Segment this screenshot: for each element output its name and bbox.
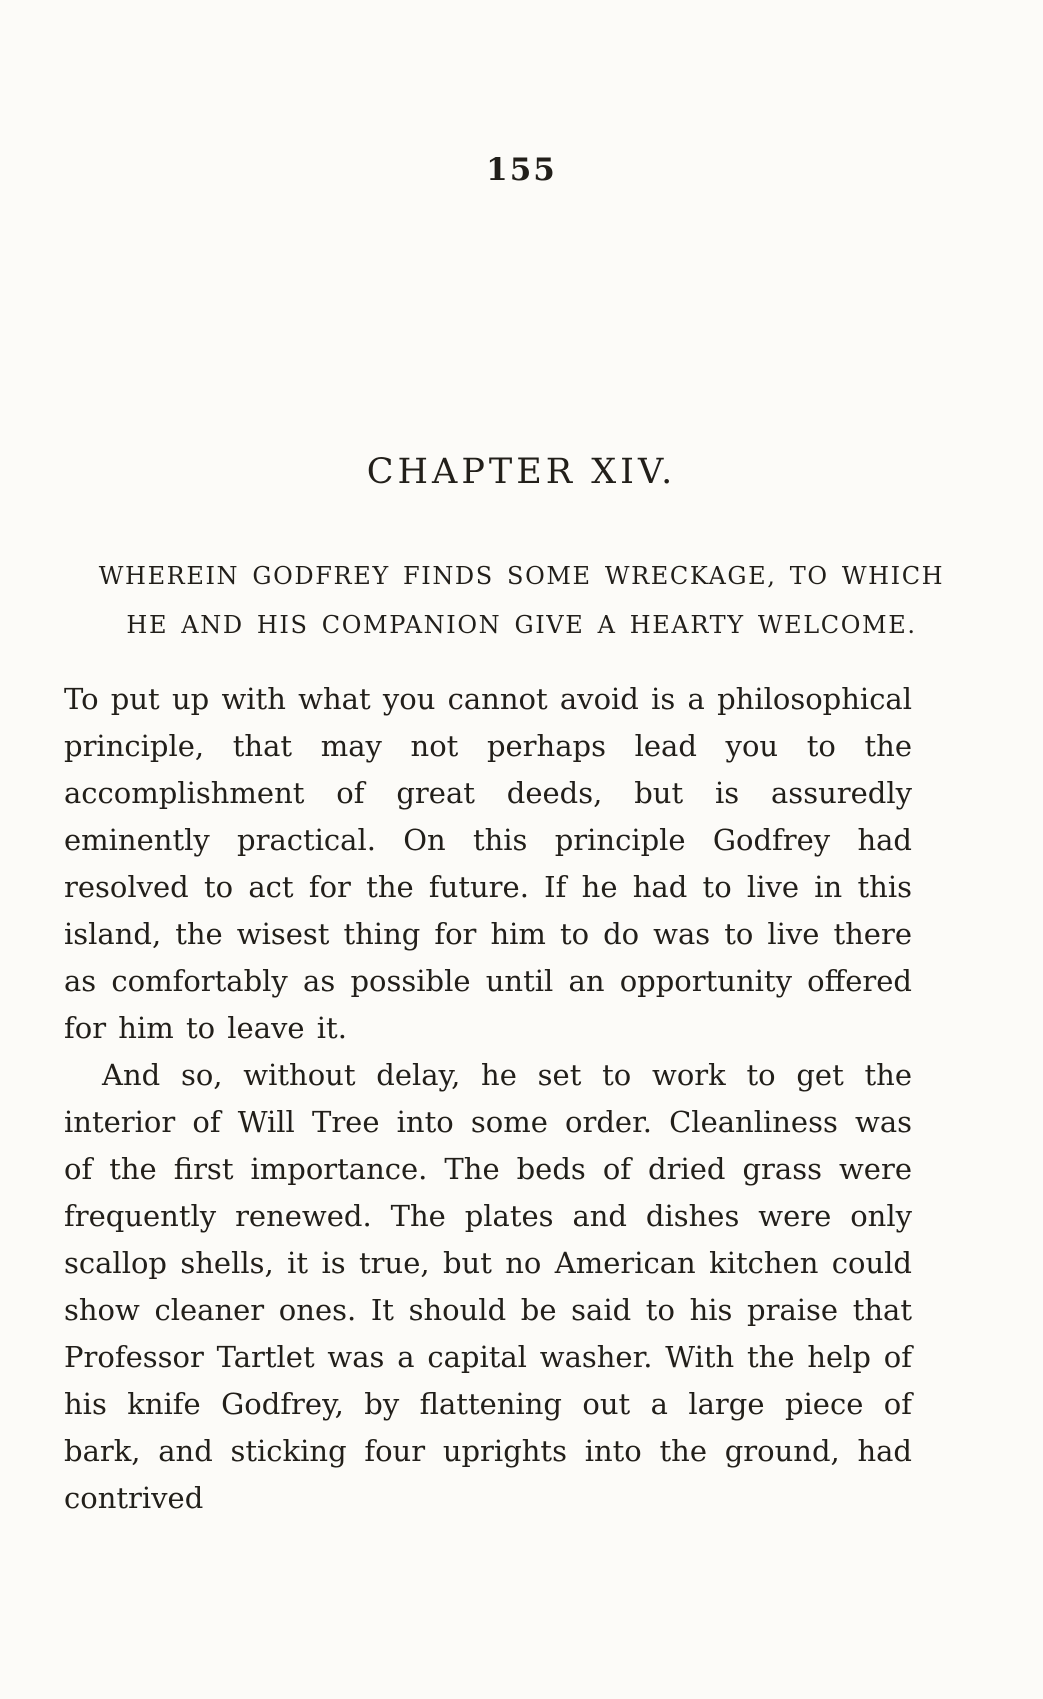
chapter-heading: CHAPTER XIV. xyxy=(366,452,677,492)
body-text xyxy=(64,676,912,1522)
chapter-subtitle xyxy=(0,552,1043,650)
chapter-subtitle-line-2: HE AND HIS COMPANION GIVE A HEARTY WELCOME. xyxy=(126,611,917,639)
paragraph-2: And so, without delay, he set to work to get the interior of Will Tree into some order. Cleanliness was of the first importance. The beds of dried grass were frequently renewed. The plates and dishes were only scallop shells, it is true, but no American kitchen could show cleaner ones. It should be said to his praise that Professor Tartlet was a capital washer. With the help of his knife Godfrey, by flattening out a large piece of bark, and sticking four uprights into the ground, had contrived xyxy=(64,1058,912,1515)
chapter-subtitle-line-1: WHEREIN GODFREY FINDS SOME WRECKAGE, TO WHICH xyxy=(98,562,945,590)
page-number: 155 xyxy=(486,152,557,188)
paragraph-1: To put up with what you cannot avoid is a philosophical principle, that may not perhaps lead you to the accomplishment of great deeds, but is assuredly eminently practical. On this principle Godfrey had resolved to act for the future. If he had to live in this island, the wisest thing for him to do was to live there as comfortably as possible until an opportunity offered for him to leave it. xyxy=(64,682,912,1045)
